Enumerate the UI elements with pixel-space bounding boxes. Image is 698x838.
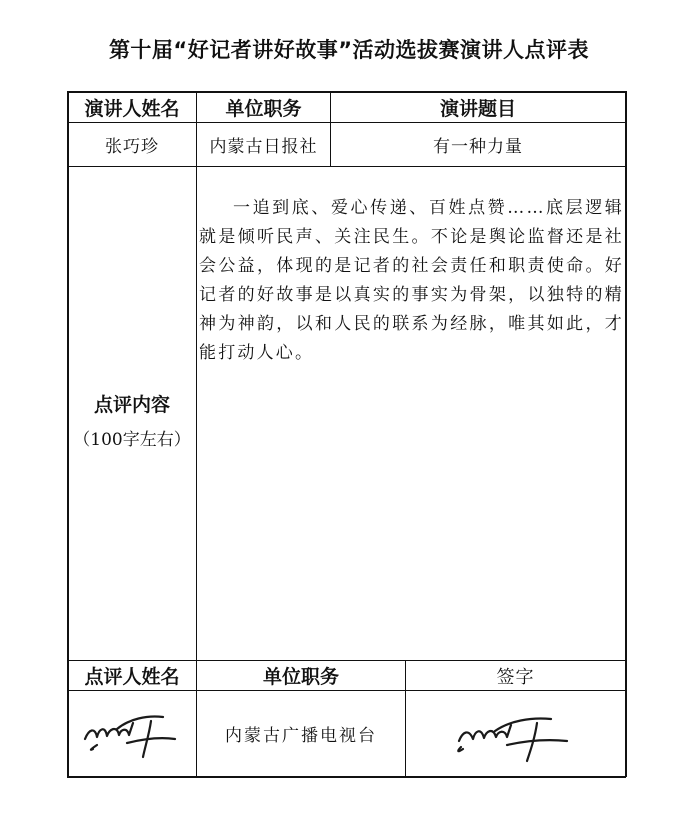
handwritten-signature-icon — [77, 699, 187, 769]
header-reviewer-unit: 单位职务 — [262, 666, 339, 688]
header-speaker-name: 演讲人姓名 — [84, 97, 180, 120]
header-signature: 签字 — [496, 666, 535, 688]
speech-topic-value: 有一种力量 — [433, 137, 523, 157]
reviewer-name-signature — [68, 691, 196, 776]
table-border-right — [625, 91, 627, 777]
comment-label-cell — [68, 167, 196, 660]
header-reviewer-name: 点评人姓名 — [84, 666, 180, 688]
header-speech-topic: 演讲题目 — [439, 97, 516, 120]
reviewer-unit-value: 内蒙古广播电视台 — [225, 726, 377, 746]
comment-sublabel: （100字左右） — [73, 429, 191, 450]
speaker-name-value: 张巧珍 — [105, 137, 159, 157]
handwritten-signature-icon — [451, 699, 581, 769]
comment-label: 点评内容 — [93, 393, 170, 416]
page-title: 第十届“好记者讲好故事”活动选拔赛演讲人点评表 — [108, 38, 590, 62]
table-border-bottom — [67, 776, 626, 778]
comment-text: 一追到底、爱心传递、百姓点赞……底层逻辑就是倾听民声、关注民生。不论是舆论监督还是社会公益，体现的是记者的社会责任和职责使命。好记者的好故事是以真实的事实为骨架，以独特的精神为神韵，以和人民的联系为经脉，唯其如此，才能打动人心。 — [199, 198, 624, 363]
speaker-unit-value: 内蒙古日报社 — [209, 137, 318, 157]
reviewer-signature — [406, 691, 625, 776]
header-unit-position: 单位职务 — [225, 97, 302, 120]
